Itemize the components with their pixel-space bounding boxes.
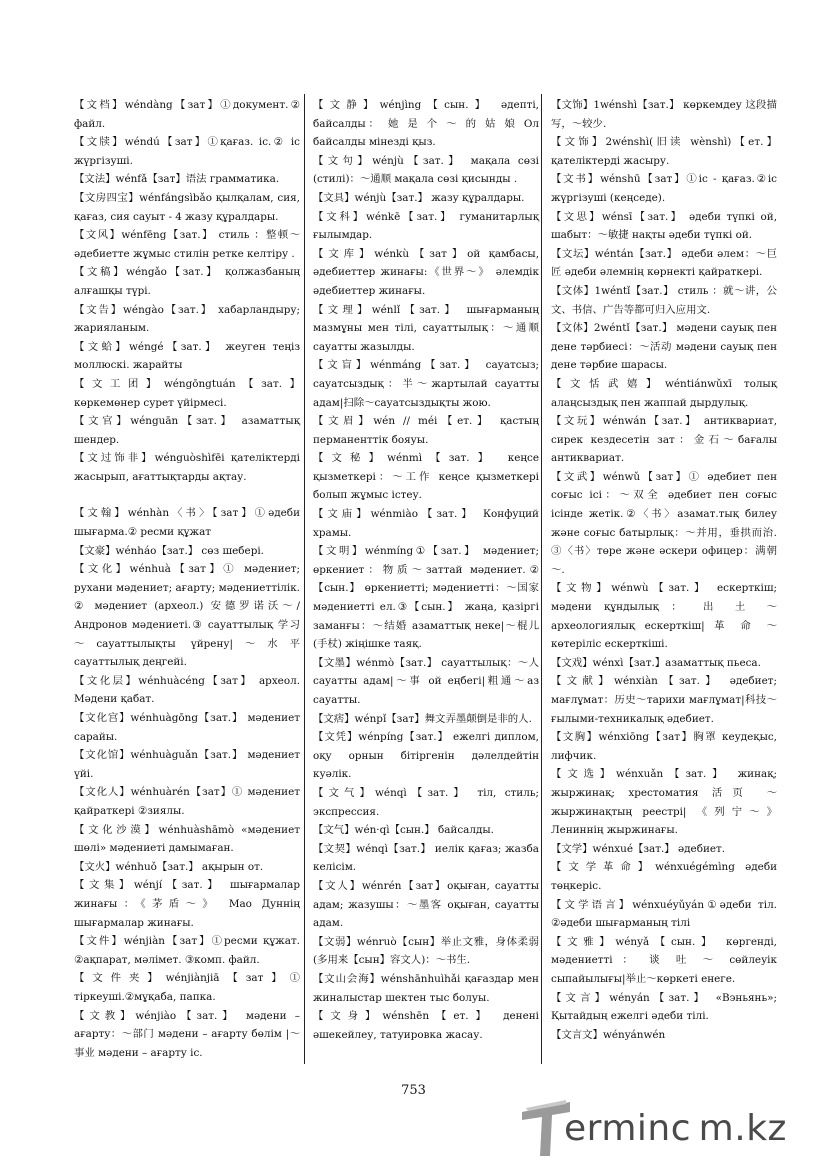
dictionary-entry: 【文坛】wéntán【зат.】 әдеби әлем：～巨匠 әдеби әлемнің көрнекті қайраткері. [551, 247, 777, 279]
dictionary-entry: 【文牍】wéndú【зат】①қағаз. іс.② іс жүргізуші. [74, 136, 300, 167]
dictionary-entry: 【文化馆】wénhuàguǎn【зат.】 мәдениет үйі. [74, 749, 300, 780]
dictionary-entry: 【文体】1wéntǐ【зат.】 стиль ：就～讲，公文、书信、广告等都可归入应用文. [551, 284, 777, 316]
termincom-logo[interactable] [520, 1098, 820, 1162]
dictionary-entry: 【文明】wénmíng①【зат.】 мәдениет; өркениет：物质～заттай мәдениет.②【сын.】 өркениетті; мәдениетті：～国家 мәдениетті ел.③【сын.】 жаңа, қазіргі заманғы：～结婚 азаматтық неке|～棍儿(手杖) жіңішке таяқ. [313, 545, 539, 651]
dictionary-entry: 【文库】wénkù【зат】ой қамбасы, әдебиеттер жинағы:《世界～》 әлемдік әдебиеттер жинағы. [313, 247, 539, 297]
dictionary-entry: 【文学语言】wénxuéyǔyán①әдеби тіл. ②әдеби шығарманың тілі [551, 898, 777, 930]
dictionary-entry: 【文过饰非】wénguòshìfēi қателіктерді жасырып, ағаттықтарды ақтау. [74, 452, 300, 483]
dictionary-entry: 【文化】wénhuà【зат】① мәдениет; рухани мәдениет; ағарту; мәдениеттілік. ② мәдениет (археол.) 安德罗诺沃～/ Андронов мәдениеті.③ сауаттылық 学习～сауаттылықты үйрену|～水平 сауаттылық деңгейі. [74, 563, 300, 669]
dictionary-entry: 【文凭】wénpíng【зат.】 ежелгі диплом, оқу орнын бітіргенін дәлелдейтін куәлік. [313, 731, 539, 781]
dictionary-entry: 【文理】wénlǐ【зат.】 шығарманың мазмұны мен тілі, сауаттылық：～通顺 сауатты жазылды. [313, 303, 539, 353]
dictionary-entry: 【文告】wéngào【зат.】 хабарландыру; жарияланым. [74, 303, 300, 335]
dictionary-entry: 【文思】wénsī【зат.】 әдеби түпкі ой, шабыт：～敏捷 нақты әдеби түпкі ой. [551, 210, 777, 242]
logo-text: erminc m.kz [564, 1108, 787, 1149]
dictionary-entry: 【文工团】wéngōngtuán【зат.】 көркемөнер сурет үйірмесі. [74, 377, 300, 409]
column-middle [313, 96, 539, 1044]
dictionary-entry: 【文恬武嬉】wéntiánwǔxī толық алаңсыздық пен жаппай дырдулық. [551, 377, 777, 409]
column-divider [304, 94, 305, 1064]
dictionary-entry: 【文契】wénqì【зат.】 иелік қағаз; жазба келісім. [313, 842, 539, 874]
dictionary-entry: 【文气】wén·qì【сын.】 байсалды. [313, 824, 494, 837]
dictionary-entry: 【文豪】wénháo【зат.】 сөз шебері. [74, 544, 264, 557]
dictionary-entry: 【文秘】wénmì【зат.】 кеңсе қызметкері：～工作 кеңсе қызметкері болып жұмыс істеу. [313, 452, 539, 502]
dictionary-entry: 【文翰】wénhàn〈书〉【зат】①әдеби шығарма.② ресми құжат [74, 507, 300, 539]
dictionary-entry: 【文蛤】wéngé【зат.】 жеуген теңіз моллюскі. жарайты [74, 340, 300, 372]
dictionary-entry: 【文档】wéndàng【зат】①документ.② файл. [74, 99, 300, 130]
dictionary-entry: 【文体】2wéntǐ【зат.】 мәдени сауық пен дене тәрбиесі：～活动 мәдени сауық пен дене тәрбие шарасы. [551, 322, 777, 372]
dictionary-entry: 【文墨】wénmò【зат.】 сауаттылық：～人 сауатты адам|～事 ой еңбегі|粗通～аз сауатты. [313, 656, 539, 706]
dictionary-entry: 【文饰】2wénshì(旧读 wènshì)【ет.】 қателіктерді жасыру. [551, 136, 777, 167]
dictionary-entry: 【文风】wénfēng【зат.】 стиль ：整顿～ әдебиетте жұмыс стилін ретке келтіру . [74, 229, 300, 260]
dictionary-entry: 【文胸】wénxiōng【зат】胸罩 кеудеқыс, лифчик. [551, 731, 777, 762]
dictionary-entry: 【文化层】wénhuàcéng【зат】 археол. Мәдени қабат. [74, 674, 300, 706]
dictionary-entry: 【文化人】wénhuàrén【зат】① мәдениет қайраткері ②зиялы. [74, 786, 300, 817]
dictionary-entry: 【文火】wénhuǒ【зат.】 ақырын от. [74, 860, 264, 873]
dictionary-entry: 【文法】wénfǎ【зат】语法 грамматика. [74, 173, 280, 186]
dictionary-entry: 【文件夹】wénjiànjiā【зат】① тіркеуші.②мұқаба, папка. [74, 972, 300, 1003]
dictionary-entry: 【文眉】wén // méi【ет.】 қастың перманенттік бояуы. [313, 415, 539, 446]
dictionary-entry: 【文玩】wénwán【зат.】 антиквариат, сирек кездесетін зат：金石～бағалы антиквариат. [551, 415, 777, 465]
dictionary-entry: 【文盲】wénmáng【зат.】 сауатсыз; сауатсыздық：半～жартылай сауатты адам|扫除～сауатсыздықты жою. [313, 359, 539, 409]
dictionary-entry: 【文身】wénshēn【ет.】 денені әшекейлеу, татуировка жасау. [313, 1010, 539, 1041]
dictionary-entry: 【文气】wénqì【зат.】 тіл, стиль; экспрессия. [313, 786, 539, 818]
dictionary-entry: 【文教】wénjiào【зат.】 мәдени – ағарту：～部门 мәдени – ағарту бөлім |～事业 мәдени – ағарту іс. [74, 1009, 300, 1059]
dictionary-entry: 【文句】wénjù【зат.】 мақала сөзі (стилі)：～通顺 мақала сөзі қисынды . [313, 154, 539, 186]
dictionary-entry: 【文选】wénxuǎn【зат.】 жинақ; жыржинақ; хрестоматия 活页 ～ жыржинақтың реестрі| 《列宁～》 Лениннің жыржинағы. [551, 768, 777, 837]
dictionary-entry: 【文人】wénrén【зат】оқыған, сауатты адам; жазушы：～墨客 оқыған, сауатты адам. [313, 879, 539, 930]
dictionary-entry: 【文痞】wénpǐ【зат】舞文弄墨颠倒是非的人. [313, 712, 532, 725]
dictionary-entry: 【文具】wénjù【зат.】 жазу құралдары. [313, 191, 525, 204]
column-left [74, 96, 300, 1062]
column-divider [541, 94, 542, 1064]
dictionary-entry: 【文言文】wényánwén [551, 1028, 666, 1041]
dictionary-entry: 【文武】wénwǔ【зат】① әдебиет пен соғыс ісі：～双全 әдебиет пен соғыс ісінде жетік.②〈书〉азамат.тық билеу және соғыс батырлық：～并用，垂拱而治. ③〈书〉төре және әскери офицер：满朝～. [551, 470, 777, 576]
dictionary-entry: 【文静】wénjìng【сын.】 әдепті, байсалды： 她 是 个 ～ 的 姑 娘 Ол байсалды мінезді қыз. [313, 99, 539, 149]
dictionary-entry: 【文稿】wéngǎo【зат.】 қолжазбаның алғашқы түрі. [74, 266, 300, 297]
dictionary-entry: 【文言】wényán【зат.】 «Вэньянь»; Қытайдың ежелгі әдеби тілі. [551, 991, 777, 1023]
dictionary-entry: 【文书】wénshū【зат】①іс - қағаз.②іс жүргізуші (кеңседе). [551, 173, 777, 204]
dictionary-entry: 【文学】wénxué【зат.】 әдебиет. [551, 842, 726, 855]
dictionary-entry: 【文饰】1wénshì【зат.】 көркемдеу 这段描写，～较少. [551, 99, 777, 130]
dictionary-entry: 【文山会海】wénshānhuìhǎi қағаздар мен жиналыстар шектен тыс болуы. [313, 972, 539, 1004]
dictionary-entry: 【文戏】wénxì【зат.】азаматтық пьеса. [551, 656, 761, 669]
page-number: 753 [401, 1083, 426, 1098]
dictionary-entry: 【文集】wénjí【зат.】 шығармалар жинағы：《茅盾～》 Мао Дуннің шығармалар жинағы. [74, 879, 300, 929]
dictionary-entry: 【文献】wénxiàn【зат.】 әдебиет; мағлұмат：历史～тарихи мағлұмат|科技～ғылыми-техникалық әдебиет. [551, 675, 777, 725]
dictionary-entry: 【文房四宝】wénfángsìbǎo қылқалам, сия, қағаз, сия сауыт - 4 жазу құралдары. [74, 191, 300, 223]
column-right [551, 96, 777, 1044]
dictionary-entry: 【文件】wénjiàn【зат】①ресми құжат. ②ақпарат, мәлімет. ③комп. файл. [74, 935, 300, 966]
dictionary-entry: 【文化宫】wénhuàgōng【зат.】 мәдениет сарайы. [74, 712, 300, 743]
dictionary-entry: 【文弱】wénruò【сын】举止文雅，身体柔弱(多用来【сын】容文人)：～书生. [313, 935, 539, 967]
dictionary-entry: 【文科】wénkē【зат.】 гуманитарлық ғылымдар. [313, 210, 539, 242]
dictionary-entry: 【文雅】wényǎ【сын.】 көргенді, мәдениетті ： 谈 吐 ～ сөйлеуік сыпайылығы|举止～көркеті енеге. [551, 935, 777, 985]
dictionary-entry: 【文物】wénwù【зат.】 ескерткіш; мәдени құндылық ： 出 土 ～ археологиялық ескерткіш| 革 命 ～ көтеріліс ескерткіші. [551, 582, 777, 651]
dictionary-entry: 【文庙】wénmiào【зат.】 Конфуций храмы. [313, 508, 539, 539]
dictionary-entry: 【文官】wénguān【зат.】 азаматтық шендер. [74, 415, 300, 446]
dictionary-entry: 【文化沙漠】wénhuàshāmò «мәдениет шөлі» мәдениеті дамымаған. [74, 823, 300, 855]
dictionary-entry: 【文学革命】wénxuégémìng әдеби төңкеріс. [551, 861, 777, 892]
